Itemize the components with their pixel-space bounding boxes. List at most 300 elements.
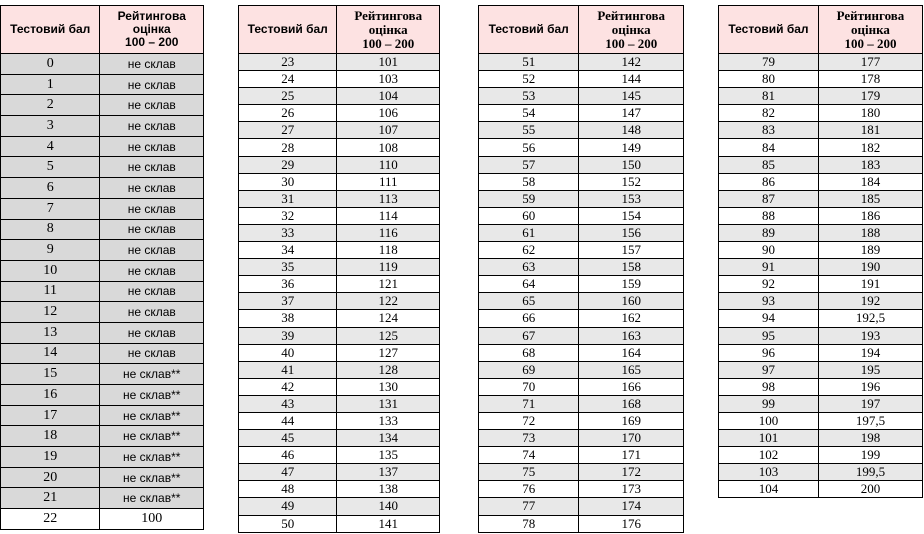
rating-score-cell: 148 [579, 122, 684, 139]
test-score-cell: 36 [239, 276, 337, 293]
table-row [479, 54, 684, 71]
test-score-cell: 67 [479, 327, 579, 344]
test-score-cell: 91 [719, 259, 819, 276]
rating-score-cell: 172 [579, 464, 684, 481]
table-row [479, 88, 684, 105]
rating-score-cell: 142 [579, 54, 684, 71]
table-row [239, 447, 440, 464]
test-score-cell: 15 [1, 364, 100, 385]
rating-score-cell: не склав [100, 178, 204, 199]
score-table-1 [0, 5, 204, 530]
header-rating-line2: оцінка [368, 21, 408, 37]
table-row [1, 74, 204, 95]
test-score-cell: 87 [719, 190, 819, 207]
header-test-score: Тестовий бал [1, 6, 100, 54]
table-row [239, 139, 440, 156]
test-score-cell: 34 [239, 242, 337, 259]
rating-score-cell: 150 [579, 156, 684, 173]
test-score-cell: 30 [239, 173, 337, 190]
test-score-cell: 39 [239, 327, 337, 344]
table-row [239, 293, 440, 310]
rating-score-cell: не склав [100, 302, 204, 323]
rating-score-cell: 114 [337, 207, 440, 224]
test-score-cell: 42 [239, 378, 337, 395]
test-score-cell: 35 [239, 259, 337, 276]
test-score-cell: 60 [479, 207, 579, 224]
test-score-cell: 58 [479, 173, 579, 190]
rating-score-cell: 135 [337, 447, 440, 464]
rating-score-cell: 197,5 [818, 412, 922, 429]
table-row [479, 259, 684, 276]
table-row [479, 173, 684, 190]
header-rating-line2: оцінка [611, 21, 651, 37]
rating-score-cell: 147 [579, 105, 684, 122]
table-row [479, 395, 684, 412]
table-row [479, 344, 684, 361]
table-row [239, 361, 440, 378]
header-rating-line1: Рейтингова [836, 7, 905, 23]
table-row [239, 259, 440, 276]
table-row [719, 259, 923, 276]
rating-score-cell: 113 [337, 190, 440, 207]
rating-score-cell: 191 [818, 276, 922, 293]
test-score-cell: 104 [719, 481, 819, 498]
test-score-cell: 54 [479, 105, 579, 122]
test-score-cell: 88 [719, 207, 819, 224]
rating-score-cell: 184 [818, 173, 922, 190]
header-rating-score [579, 6, 684, 54]
header-rating-score [337, 6, 440, 54]
header-rating-line3: 100 – 200 [362, 35, 415, 51]
table-row [479, 327, 684, 344]
rating-score-cell: 196 [818, 378, 922, 395]
rating-score-cell: 199 [818, 447, 922, 464]
test-score-cell: 92 [719, 276, 819, 293]
test-score-cell: 55 [479, 122, 579, 139]
score-table-4 [718, 5, 923, 498]
rating-score-cell: 130 [337, 378, 440, 395]
table-row [719, 310, 923, 327]
test-score-cell: 38 [239, 310, 337, 327]
test-score-cell: 13 [1, 322, 100, 343]
test-score-cell: 43 [239, 395, 337, 412]
test-score-cell: 29 [239, 156, 337, 173]
test-score-cell: 48 [239, 481, 337, 498]
rating-score-cell: 192,5 [818, 310, 922, 327]
test-score-cell: 63 [479, 259, 579, 276]
table-row [479, 430, 684, 447]
table-row [1, 322, 204, 343]
table-row [239, 344, 440, 361]
header-rating-line1: Рейтингова [354, 7, 423, 23]
test-score-cell: 4 [1, 136, 100, 157]
rating-score-cell: не склав** [100, 364, 204, 385]
table-row [1, 219, 204, 240]
test-score-cell: 20 [1, 467, 100, 488]
rating-score-cell: 173 [579, 481, 684, 498]
rating-score-cell: 152 [579, 173, 684, 190]
test-score-cell: 44 [239, 412, 337, 429]
rating-score-cell: не склав [100, 157, 204, 178]
table-row [239, 88, 440, 105]
rating-score-cell: 110 [337, 156, 440, 173]
rating-score-cell: 100 [100, 509, 204, 530]
test-score-cell: 72 [479, 412, 579, 429]
table-row [239, 207, 440, 224]
rating-score-cell: 108 [337, 139, 440, 156]
test-score-cell: 93 [719, 293, 819, 310]
test-score-cell: 16 [1, 385, 100, 406]
rating-score-cell: не склав [100, 198, 204, 219]
rating-score-cell: 164 [579, 344, 684, 361]
rating-score-cell: 165 [579, 361, 684, 378]
test-score-cell: 57 [479, 156, 579, 173]
table-header-row [719, 6, 923, 54]
table-row [1, 178, 204, 199]
table-row [1, 509, 204, 530]
rating-score-cell: 193 [818, 327, 922, 344]
table-body [1, 54, 204, 530]
test-score-cell: 69 [479, 361, 579, 378]
test-score-cell: 6 [1, 178, 100, 199]
table-row [719, 481, 923, 498]
test-score-cell: 98 [719, 378, 819, 395]
header-test-score: Тестовий бал [479, 6, 579, 54]
rating-score-cell: 200 [818, 481, 922, 498]
rating-score-cell: 144 [579, 71, 684, 88]
test-score-cell: 64 [479, 276, 579, 293]
rating-score-cell: 103 [337, 71, 440, 88]
table-row [1, 405, 204, 426]
rating-score-cell: 180 [818, 105, 922, 122]
header-rating-line2: оцінка [851, 21, 890, 37]
rating-score-cell: 169 [579, 412, 684, 429]
rating-score-cell: не склав** [100, 405, 204, 426]
rating-score-cell: 197 [818, 395, 922, 412]
table-row [1, 157, 204, 178]
test-score-cell: 90 [719, 242, 819, 259]
table-row [479, 498, 684, 515]
table-row [719, 344, 923, 361]
test-score-cell: 47 [239, 464, 337, 481]
header-rating-line1: Рейтингова [117, 9, 186, 23]
rating-score-cell: 183 [818, 156, 922, 173]
header-rating-line1: Рейтингова [597, 7, 666, 23]
rating-score-cell: 128 [337, 361, 440, 378]
test-score-cell: 96 [719, 344, 819, 361]
test-score-cell: 37 [239, 293, 337, 310]
test-score-cell: 97 [719, 361, 819, 378]
rating-score-cell: 186 [818, 207, 922, 224]
test-score-cell: 24 [239, 71, 337, 88]
rating-score-cell: 159 [579, 276, 684, 293]
rating-score-cell: 166 [579, 378, 684, 395]
table-row [239, 327, 440, 344]
test-score-cell: 75 [479, 464, 579, 481]
rating-score-cell: 122 [337, 293, 440, 310]
table-row [1, 281, 204, 302]
test-score-cell: 86 [719, 173, 819, 190]
test-score-cell: 94 [719, 310, 819, 327]
rating-score-cell: 176 [579, 515, 684, 532]
test-score-cell: 51 [479, 54, 579, 71]
rating-score-cell: 177 [818, 54, 922, 71]
table-row [239, 498, 440, 515]
table-row [239, 54, 440, 71]
table-row [239, 276, 440, 293]
rating-score-cell: 174 [579, 498, 684, 515]
table-row [719, 54, 923, 71]
rating-score-cell: 137 [337, 464, 440, 481]
test-score-cell: 8 [1, 219, 100, 240]
rating-score-cell: 158 [579, 259, 684, 276]
table-row [719, 105, 923, 122]
table-row [719, 447, 923, 464]
test-score-cell: 84 [719, 139, 819, 156]
test-score-cell: 103 [719, 464, 819, 481]
rating-score-cell: 124 [337, 310, 440, 327]
table-body [239, 54, 440, 533]
table-row [719, 361, 923, 378]
rating-score-cell: 199,5 [818, 464, 922, 481]
test-score-cell: 11 [1, 281, 100, 302]
table-row [1, 116, 204, 137]
test-score-cell: 41 [239, 361, 337, 378]
rating-score-cell: 127 [337, 344, 440, 361]
test-score-cell: 31 [239, 190, 337, 207]
table-body [479, 54, 684, 533]
rating-score-cell: не склав [100, 116, 204, 137]
test-score-cell: 74 [479, 447, 579, 464]
table-row [719, 173, 923, 190]
rating-score-cell: 138 [337, 481, 440, 498]
table-row [239, 122, 440, 139]
table-row [1, 260, 204, 281]
rating-score-cell: 145 [579, 88, 684, 105]
table-row [719, 71, 923, 88]
test-score-cell: 53 [479, 88, 579, 105]
rating-score-cell: 178 [818, 71, 922, 88]
test-score-cell: 81 [719, 88, 819, 105]
rating-score-cell: 107 [337, 122, 440, 139]
rating-score-cell: 181 [818, 122, 922, 139]
table-row [719, 293, 923, 310]
test-score-cell: 23 [239, 54, 337, 71]
table-row [479, 515, 684, 532]
rating-score-cell: не склав [100, 322, 204, 343]
header-rating-line2: оцінка [132, 22, 171, 36]
table-row [479, 378, 684, 395]
table-row [1, 198, 204, 219]
rating-score-cell: 141 [337, 515, 440, 532]
table-row [479, 139, 684, 156]
rating-score-cell: 140 [337, 498, 440, 515]
table-row [479, 224, 684, 241]
table-row [239, 224, 440, 241]
table-row [719, 139, 923, 156]
table-row [239, 105, 440, 122]
table-row [1, 385, 204, 406]
table-row [479, 464, 684, 481]
table-row [719, 190, 923, 207]
table-row [1, 364, 204, 385]
rating-score-cell: 153 [579, 190, 684, 207]
table-row [479, 310, 684, 327]
table-row [1, 95, 204, 116]
test-score-cell: 49 [239, 498, 337, 515]
table-row [479, 242, 684, 259]
rating-score-cell: 171 [579, 447, 684, 464]
test-score-cell: 101 [719, 430, 819, 447]
rating-score-cell: 111 [337, 173, 440, 190]
rating-score-cell: 154 [579, 207, 684, 224]
test-score-cell: 83 [719, 122, 819, 139]
table-row [1, 467, 204, 488]
table-row [719, 224, 923, 241]
rating-score-cell: не склав [100, 343, 204, 364]
table-row [239, 430, 440, 447]
table-row [719, 156, 923, 173]
test-score-cell: 61 [479, 224, 579, 241]
table-row [239, 71, 440, 88]
test-score-cell: 73 [479, 430, 579, 447]
table-row [719, 242, 923, 259]
test-score-cell: 99 [719, 395, 819, 412]
table-row [239, 464, 440, 481]
rating-score-cell: не склав [100, 240, 204, 261]
test-score-cell: 7 [1, 198, 100, 219]
test-score-cell: 89 [719, 224, 819, 241]
test-score-cell: 0 [1, 54, 100, 75]
rating-score-cell: 179 [818, 88, 922, 105]
table-row [479, 481, 684, 498]
test-score-cell: 10 [1, 260, 100, 281]
table-row [719, 276, 923, 293]
rating-score-cell: не склав [100, 281, 204, 302]
table-row [1, 302, 204, 323]
table-row [719, 327, 923, 344]
test-score-cell: 5 [1, 157, 100, 178]
rating-score-cell: не склав [100, 74, 204, 95]
rating-score-cell: 189 [818, 242, 922, 259]
table-row [719, 464, 923, 481]
test-score-cell: 3 [1, 116, 100, 137]
table-row [1, 136, 204, 157]
rating-score-cell: 170 [579, 430, 684, 447]
rating-score-cell: 188 [818, 224, 922, 241]
table-row [479, 447, 684, 464]
header-rating-score [100, 6, 204, 54]
rating-score-cell: 134 [337, 430, 440, 447]
table-row [239, 378, 440, 395]
test-score-cell: 25 [239, 88, 337, 105]
test-score-cell: 102 [719, 447, 819, 464]
table-row [239, 190, 440, 207]
test-score-cell: 32 [239, 207, 337, 224]
test-score-cell: 28 [239, 139, 337, 156]
table-row [479, 276, 684, 293]
rating-score-cell: 131 [337, 395, 440, 412]
table-row [1, 426, 204, 447]
table-row [239, 173, 440, 190]
test-score-cell: 17 [1, 405, 100, 426]
header-rating-line3: 100 – 200 [125, 35, 179, 49]
rating-score-cell: не склав** [100, 467, 204, 488]
table-header-row [479, 6, 684, 54]
rating-score-cell: 190 [818, 259, 922, 276]
rating-score-cell: 101 [337, 54, 440, 71]
test-score-cell: 70 [479, 378, 579, 395]
test-score-cell: 50 [239, 515, 337, 532]
test-score-cell: 79 [719, 54, 819, 71]
table-row [719, 88, 923, 105]
rating-score-cell: 149 [579, 139, 684, 156]
test-score-cell: 52 [479, 71, 579, 88]
test-score-cell: 80 [719, 71, 819, 88]
rating-score-cell: 121 [337, 276, 440, 293]
test-score-cell: 1 [1, 74, 100, 95]
test-score-cell: 26 [239, 105, 337, 122]
test-score-cell: 12 [1, 302, 100, 323]
rating-score-cell: 162 [579, 310, 684, 327]
table-row [239, 481, 440, 498]
table-row [479, 122, 684, 139]
rating-score-cell: 133 [337, 412, 440, 429]
rating-score-cell: не склав [100, 219, 204, 240]
test-score-cell: 76 [479, 481, 579, 498]
score-table-2 [238, 5, 440, 533]
test-score-cell: 46 [239, 447, 337, 464]
test-score-cell: 2 [1, 95, 100, 116]
test-score-cell: 77 [479, 498, 579, 515]
test-score-cell: 22 [1, 509, 100, 530]
test-score-cell: 18 [1, 426, 100, 447]
rating-score-cell: 156 [579, 224, 684, 241]
rating-score-cell: 157 [579, 242, 684, 259]
test-score-cell: 40 [239, 344, 337, 361]
test-score-cell: 9 [1, 240, 100, 261]
table-row [719, 412, 923, 429]
test-score-cell: 82 [719, 105, 819, 122]
rating-score-cell: не склав [100, 54, 204, 75]
table-header-row [1, 6, 204, 54]
rating-score-cell: 104 [337, 88, 440, 105]
test-score-cell: 68 [479, 344, 579, 361]
test-score-cell: 62 [479, 242, 579, 259]
table-row [1, 54, 204, 75]
test-score-cell: 71 [479, 395, 579, 412]
rating-score-cell: 160 [579, 293, 684, 310]
rating-score-cell: 125 [337, 327, 440, 344]
table-row [1, 343, 204, 364]
rating-score-cell: не склав** [100, 447, 204, 468]
test-score-cell: 19 [1, 447, 100, 468]
header-test-score: Тестовий бал [719, 6, 819, 54]
rating-score-cell: не склав** [100, 488, 204, 509]
rating-score-cell: 194 [818, 344, 922, 361]
table-row [479, 105, 684, 122]
table-row [239, 412, 440, 429]
rating-score-cell: не склав** [100, 385, 204, 406]
rating-score-cell: не склав [100, 136, 204, 157]
test-score-cell: 65 [479, 293, 579, 310]
table-row [1, 240, 204, 261]
table-row [239, 156, 440, 173]
test-score-cell: 21 [1, 488, 100, 509]
header-rating-score [818, 6, 922, 54]
table-row [719, 430, 923, 447]
table-row [719, 395, 923, 412]
